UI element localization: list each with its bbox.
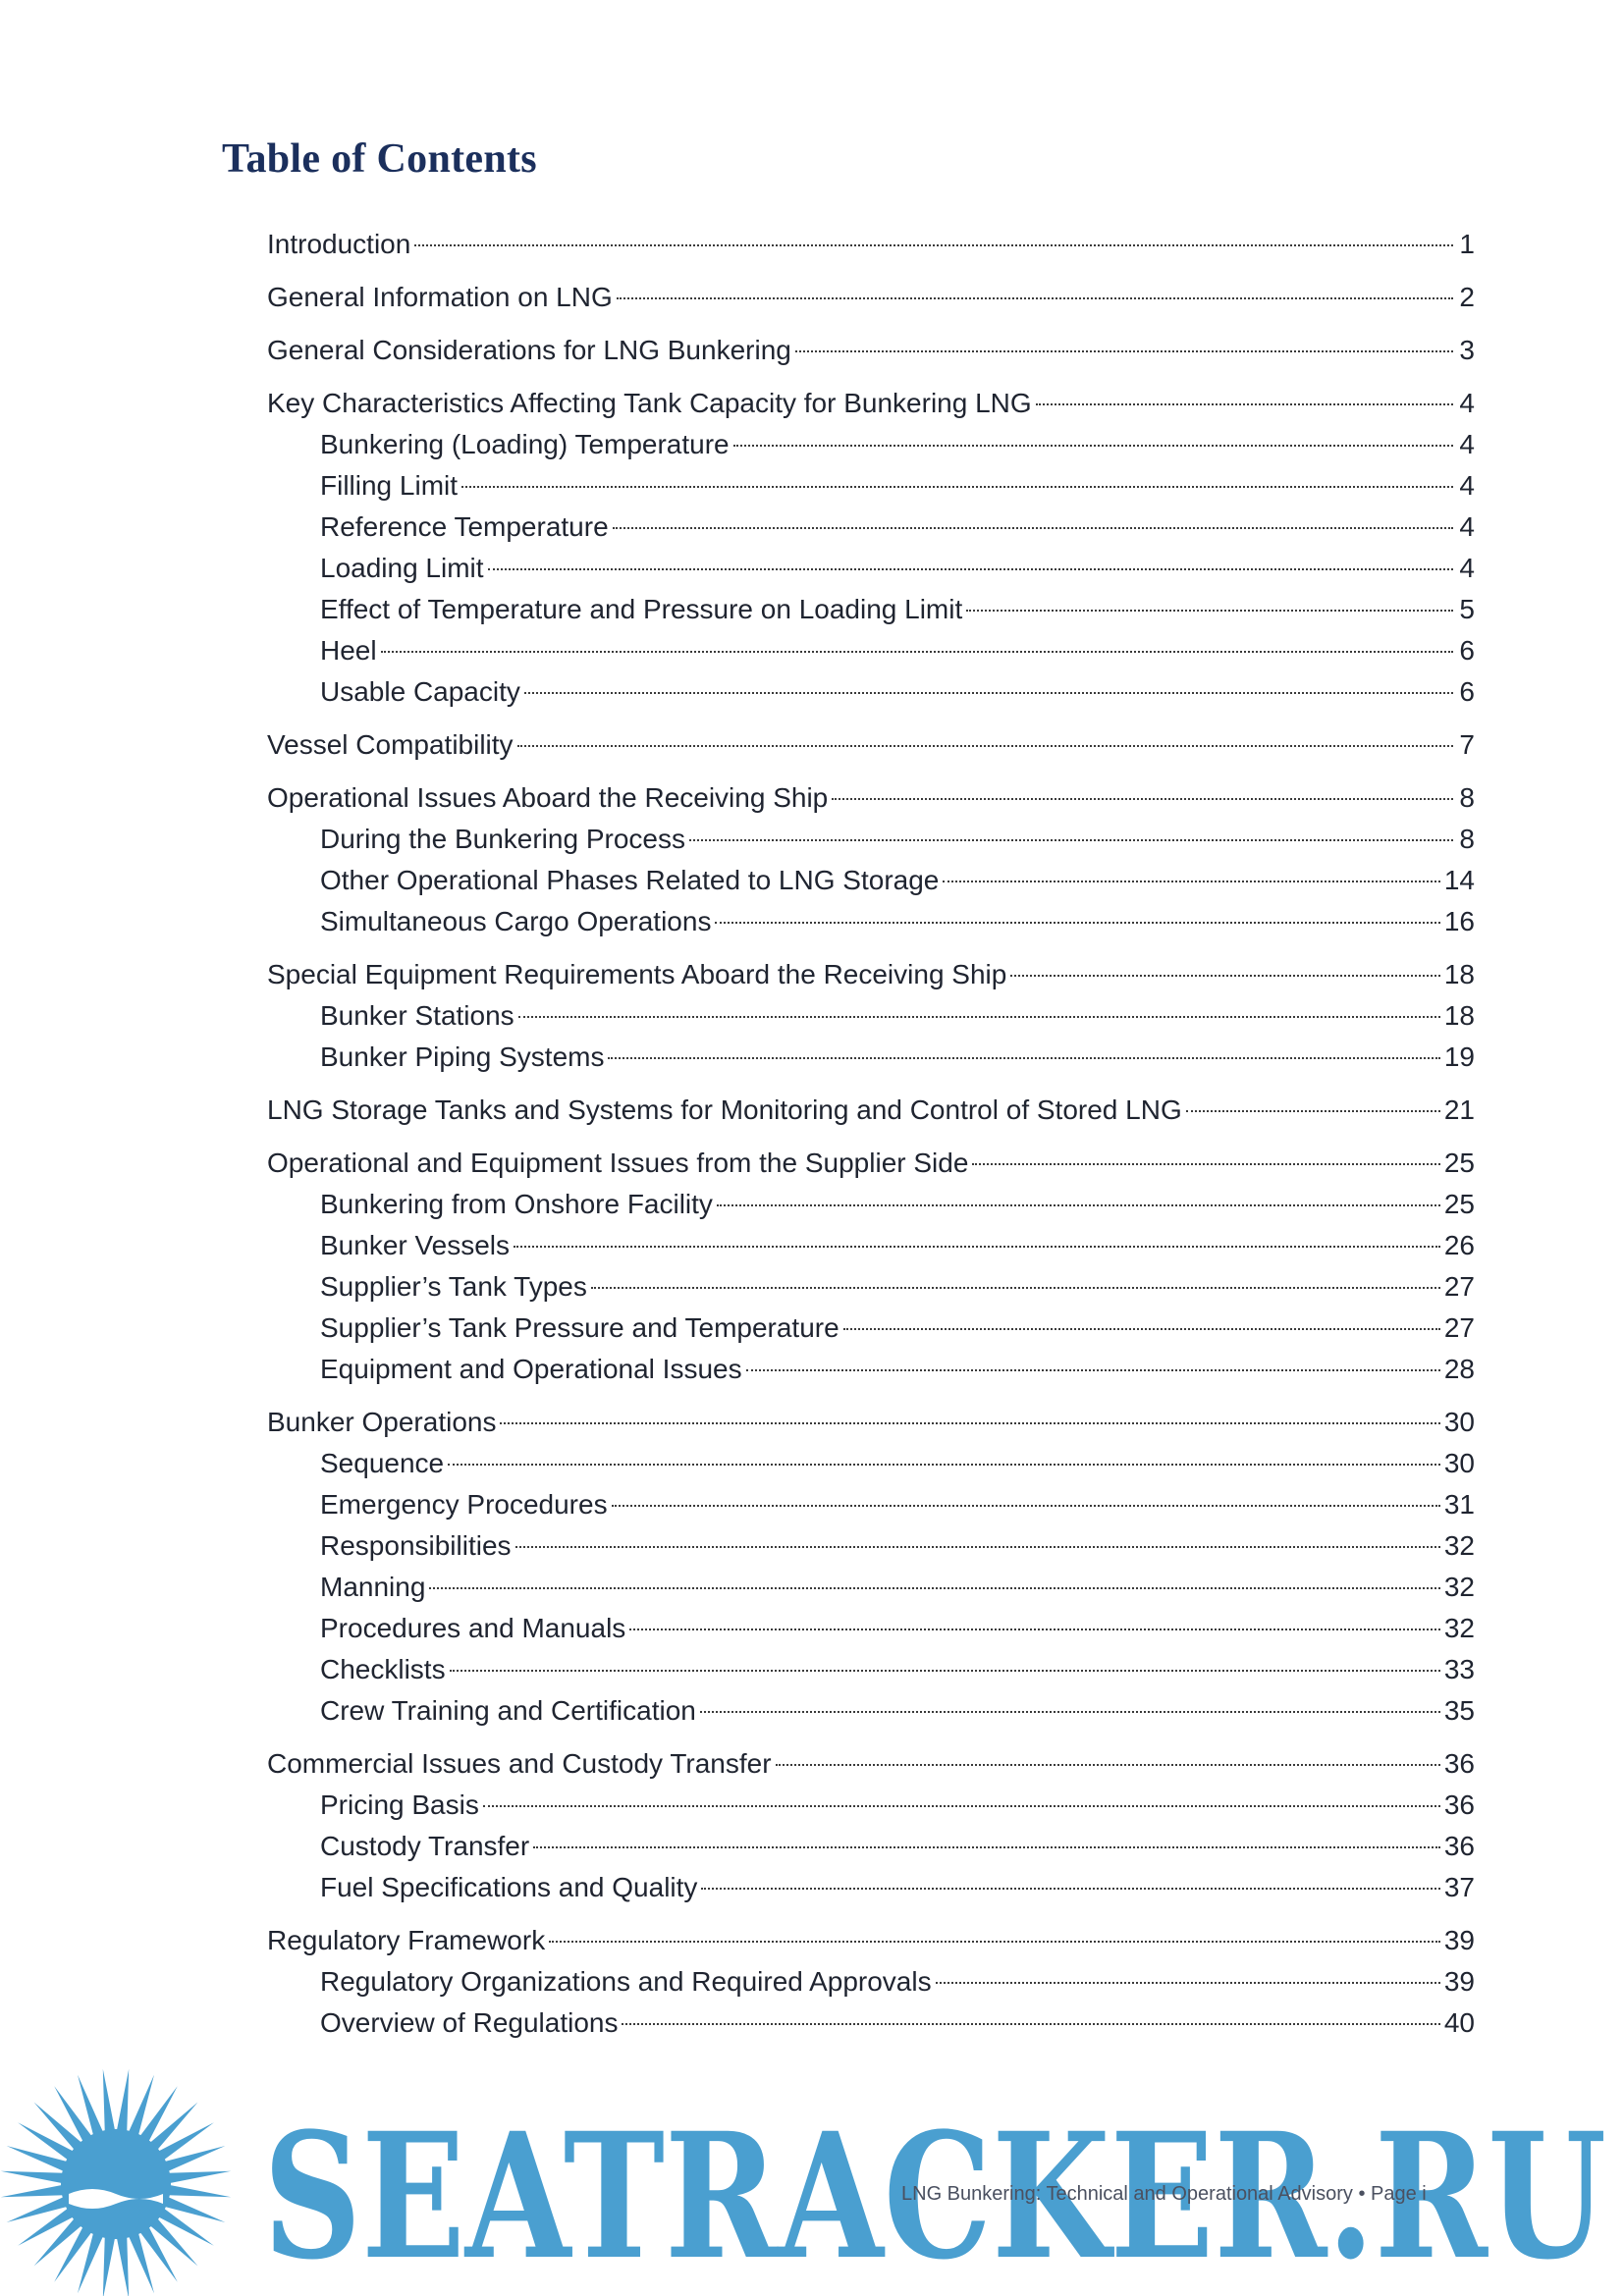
toc-page-number: 6 <box>1459 676 1475 707</box>
dot-leader <box>966 610 1453 612</box>
toc-entry-label: LNG Storage Tanks and Systems for Monitoring and Control of Stored LNG <box>267 1095 1182 1125</box>
dot-leader <box>524 692 1453 694</box>
toc-subentry[interactable] <box>267 1266 1475 1308</box>
toc-entry-label: Overview of Regulations <box>320 2007 619 2038</box>
toc-page-number: 4 <box>1459 553 1475 583</box>
toc-page-number: 36 <box>1443 1789 1475 1820</box>
dot-leader <box>1036 403 1453 405</box>
toc-page-number: 14 <box>1443 865 1475 895</box>
toc-entry-label: Checklists <box>320 1654 446 1684</box>
toc-entry[interactable] <box>267 383 1475 424</box>
toc-page-number: 27 <box>1443 1312 1475 1343</box>
toc-entry-label: Loading Limit <box>320 553 484 583</box>
toc-page-number: 16 <box>1443 906 1475 936</box>
toc-entry-label: Crew Training and Certification <box>320 1695 696 1726</box>
toc-page-number: 32 <box>1443 1572 1475 1602</box>
toc-page-number: 6 <box>1459 635 1475 666</box>
toc-entry[interactable] <box>267 330 1475 371</box>
toc-entry[interactable] <box>267 1090 1475 1131</box>
toc-page-number: 33 <box>1443 1654 1475 1684</box>
dot-leader <box>936 1982 1440 1984</box>
toc-entry-label: Bunkering from Onshore Facility <box>320 1189 713 1219</box>
toc-entry[interactable] <box>267 954 1475 995</box>
toc-entry-label: Other Operational Phases Related to LNG Storage <box>320 865 940 895</box>
toc-page-number: 4 <box>1459 388 1475 418</box>
toc-subentry[interactable] <box>267 1525 1475 1567</box>
dot-leader <box>448 1464 1440 1466</box>
toc-entry[interactable] <box>267 1920 1475 1961</box>
dot-leader <box>617 297 1453 299</box>
dot-leader <box>514 1246 1440 1248</box>
toc-page-number: 8 <box>1459 824 1475 854</box>
dot-leader <box>700 1711 1440 1713</box>
toc-subentry[interactable] <box>267 901 1475 942</box>
toc-subentry[interactable] <box>267 995 1475 1037</box>
toc-entry-label: Responsibilities <box>320 1530 512 1561</box>
toc-entry-label: Introduction <box>267 229 411 259</box>
toc-page-number: 4 <box>1459 429 1475 459</box>
toc-subentry[interactable] <box>267 465 1475 507</box>
dot-leader <box>629 1629 1440 1630</box>
toc-page-number: 21 <box>1443 1095 1475 1125</box>
toc-entry-label: Operational and Equipment Issues from the Supplier Side <box>267 1148 969 1178</box>
dot-leader <box>483 1805 1440 1807</box>
toc-subentry[interactable] <box>267 1184 1475 1225</box>
toc-entry-label: Commercial Issues and Custody Transfer <box>267 1748 772 1779</box>
toc-entry[interactable] <box>267 1402 1475 1443</box>
dot-leader <box>622 2023 1439 2025</box>
dot-leader <box>613 527 1453 529</box>
toc-entry-label: Special Equipment Requirements Aboard the Receiving Ship <box>267 959 1007 989</box>
dot-leader <box>381 651 1453 653</box>
toc-entry-label: General Information on LNG <box>267 282 613 312</box>
toc-page-number: 8 <box>1459 782 1475 813</box>
toc-entry-label: Supplier’s Tank Pressure and Temperature <box>320 1312 839 1343</box>
dot-leader <box>733 445 1453 447</box>
toc-subentry[interactable] <box>267 424 1475 465</box>
toc-subentry[interactable] <box>267 1690 1475 1732</box>
dot-leader <box>549 1941 1440 1943</box>
toc-subentry[interactable] <box>267 507 1475 548</box>
toc-page-number: 19 <box>1443 1041 1475 1072</box>
toc-subentry[interactable] <box>267 1961 1475 2002</box>
dot-leader <box>843 1328 1440 1330</box>
toc-page-number: 39 <box>1443 1966 1475 1997</box>
toc-entry-label: Usable Capacity <box>320 676 520 707</box>
toc-entry-label: Operational Issues Aboard the Receiving Ship <box>267 782 829 813</box>
toc-page-number: 30 <box>1443 1407 1475 1437</box>
toc-entry-label: Pricing Basis <box>320 1789 479 1820</box>
toc-page-number: 5 <box>1459 594 1475 624</box>
page-footer: LNG Bunkering: Technical and Operational Advisory • Page i <box>901 2183 1427 2205</box>
toc-page-number: 37 <box>1443 1872 1475 1902</box>
toc-entry[interactable] <box>267 224 1475 265</box>
sun-core <box>61 2129 171 2239</box>
toc-entry[interactable] <box>267 724 1475 766</box>
toc-page-number: 32 <box>1443 1530 1475 1561</box>
toc-subentry[interactable] <box>267 1608 1475 1649</box>
dot-leader <box>1186 1110 1440 1112</box>
toc-entry-label: Heel <box>320 635 377 666</box>
toc-subentry[interactable] <box>267 1649 1475 1690</box>
toc-page-number: 3 <box>1459 335 1475 365</box>
toc-entry[interactable] <box>267 777 1475 819</box>
toc-entry-label: Filling Limit <box>320 470 459 501</box>
dot-leader <box>701 1888 1439 1890</box>
dot-leader <box>518 1016 1440 1018</box>
toc-page-number: 27 <box>1443 1271 1475 1302</box>
toc-page-number: 32 <box>1443 1613 1475 1643</box>
dot-leader <box>429 1587 1439 1589</box>
toc-page-number: 35 <box>1443 1695 1475 1726</box>
toc-entry-label: Regulatory Framework <box>267 1925 546 1955</box>
toc-entry-label: Supplier’s Tank Types <box>320 1271 587 1302</box>
toc-entry-label: Reference Temperature <box>320 511 609 542</box>
toc-subentry[interactable] <box>267 1037 1475 1078</box>
toc-page-number: 18 <box>1443 1000 1475 1031</box>
toc-entry-label: Bunker Stations <box>320 1000 514 1031</box>
table-of-contents <box>267 224 1475 2044</box>
dot-leader <box>1010 975 1440 977</box>
toc-subentry[interactable] <box>267 671 1475 713</box>
dot-leader <box>414 244 1453 246</box>
toc-subentry[interactable] <box>267 1349 1475 1390</box>
toc-subentry[interactable] <box>267 548 1475 589</box>
dot-leader <box>450 1670 1440 1672</box>
watermark <box>0 2047 1624 2296</box>
toc-entry-label: Sequence <box>320 1448 445 1478</box>
toc-entry-label: During the Bunkering Process <box>320 824 685 854</box>
toc-subentry[interactable] <box>267 2002 1475 2044</box>
dot-leader <box>832 798 1453 800</box>
toc-entry-label: Bunker Piping Systems <box>320 1041 605 1072</box>
toc-entry-label: Fuel Specifications and Quality <box>320 1872 698 1902</box>
dot-leader <box>746 1369 1440 1371</box>
dot-leader <box>517 745 1453 747</box>
toc-entry-label: Effect of Temperature and Pressure on Loading Limit <box>320 594 963 624</box>
toc-page-number: 1 <box>1459 229 1475 259</box>
toc-page-number: 25 <box>1443 1148 1475 1178</box>
toc-entry-label: Bunker Vessels <box>320 1230 510 1260</box>
toc-page-number: 39 <box>1443 1925 1475 1955</box>
toc-page-number: 7 <box>1459 729 1475 760</box>
dot-leader <box>500 1422 1439 1424</box>
toc-entry[interactable] <box>267 1143 1475 1184</box>
toc-page-number: 4 <box>1459 511 1475 542</box>
toc-entry[interactable] <box>267 1743 1475 1785</box>
dot-leader <box>461 486 1453 488</box>
toc-page-number: 18 <box>1443 959 1475 989</box>
dot-leader <box>717 1204 1440 1206</box>
dot-leader <box>715 922 1439 924</box>
toc-entry-label: General Considerations for LNG Bunkering <box>267 335 791 365</box>
toc-entry-label: Simultaneous Cargo Operations <box>320 906 712 936</box>
dot-leader <box>515 1546 1440 1548</box>
toc-page-number: 36 <box>1443 1748 1475 1779</box>
toc-entry[interactable] <box>267 277 1475 318</box>
toc-page-number: 30 <box>1443 1448 1475 1478</box>
toc-subentry[interactable] <box>267 1484 1475 1525</box>
toc-entry-label: Procedures and Manuals <box>320 1613 626 1643</box>
toc-page-number: 31 <box>1443 1489 1475 1520</box>
toc-page-number: 2 <box>1459 282 1475 312</box>
toc-subentry[interactable] <box>267 1826 1475 1867</box>
dot-leader <box>533 1846 1440 1848</box>
toc-subentry[interactable] <box>267 1567 1475 1608</box>
toc-entry-label: Custody Transfer <box>320 1831 530 1861</box>
dot-leader <box>795 350 1453 352</box>
toc-entry-label: Key Characteristics Affecting Tank Capacity for Bunkering LNG <box>267 388 1032 418</box>
toc-page-number: 28 <box>1443 1354 1475 1384</box>
toc-entry-label: Vessel Compatibility <box>267 729 514 760</box>
dot-leader <box>608 1057 1439 1059</box>
toc-page-number: 26 <box>1443 1230 1475 1260</box>
toc-entry-label: Equipment and Operational Issues <box>320 1354 742 1384</box>
toc-subentry[interactable] <box>267 1867 1475 1908</box>
toc-entry-label: Manning <box>320 1572 426 1602</box>
toc-subentry[interactable] <box>267 630 1475 671</box>
dot-leader <box>612 1505 1440 1507</box>
dot-leader <box>972 1163 1439 1165</box>
dot-leader <box>943 881 1439 882</box>
toc-page-number: 36 <box>1443 1831 1475 1861</box>
toc-subentry[interactable] <box>267 819 1475 860</box>
dot-leader <box>591 1287 1440 1289</box>
page-title: Table of Contents <box>222 136 537 182</box>
watermark-text: SEATRACKER.RU <box>263 2095 1606 2296</box>
toc-subentry[interactable] <box>267 589 1475 630</box>
toc-subentry[interactable] <box>267 1443 1475 1484</box>
toc-page-number: 4 <box>1459 470 1475 501</box>
toc-subentry[interactable] <box>267 1225 1475 1266</box>
sun-icon <box>1 2069 232 2296</box>
toc-subentry[interactable] <box>267 1785 1475 1826</box>
toc-entry-label: Bunker Operations <box>267 1407 497 1437</box>
toc-subentry[interactable] <box>267 1308 1475 1349</box>
toc-subentry[interactable] <box>267 860 1475 901</box>
toc-entry-label: Regulatory Organizations and Required Approvals <box>320 1966 932 1997</box>
toc-entry-label: Emergency Procedures <box>320 1489 608 1520</box>
dot-leader <box>488 568 1453 570</box>
toc-page-number: 25 <box>1443 1189 1475 1219</box>
dot-leader <box>776 1764 1440 1766</box>
dot-leader <box>689 839 1453 841</box>
toc-entry-label: Bunkering (Loading) Temperature <box>320 429 730 459</box>
toc-page-number: 40 <box>1443 2007 1475 2038</box>
